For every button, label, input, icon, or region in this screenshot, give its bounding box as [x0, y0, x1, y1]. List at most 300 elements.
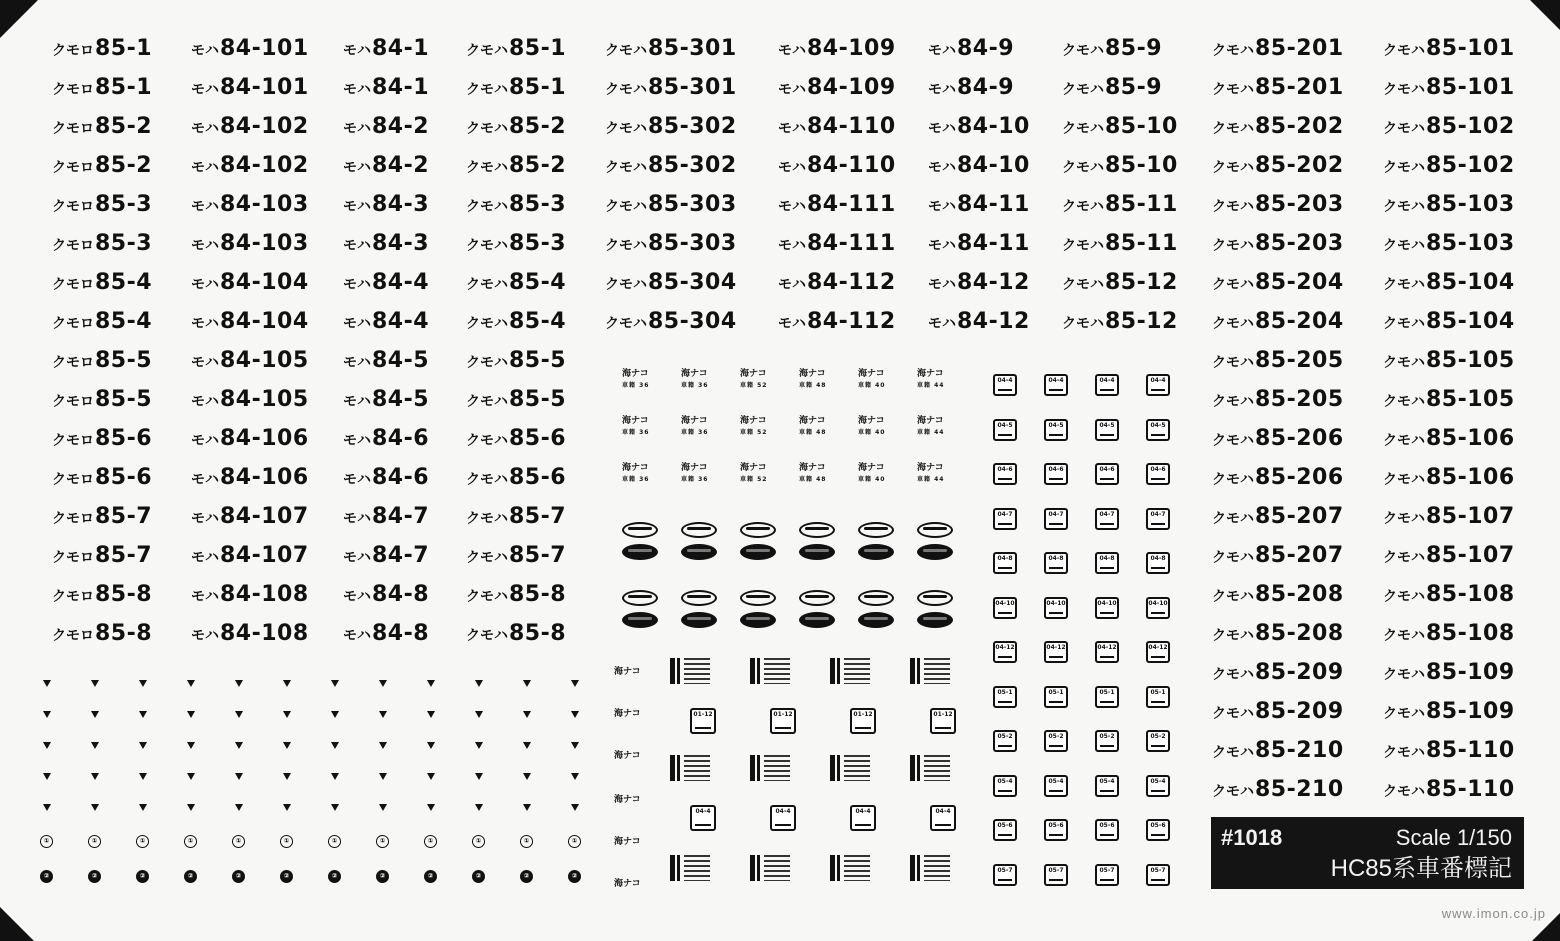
car-number-col7	[928, 233, 1030, 255]
depot-mark	[917, 417, 944, 436]
small-depot-label: 海ナコ	[614, 795, 641, 805]
car-number-value: 84-109	[807, 75, 896, 100]
car-number-col6	[778, 116, 896, 138]
car-number-value: 85-104	[1426, 309, 1515, 334]
circle-mark: ②	[280, 870, 293, 883]
depot-mark	[622, 417, 649, 436]
depot-mark	[681, 464, 708, 483]
car-number-value: 84-10	[957, 153, 1030, 178]
car-number-col6	[778, 194, 896, 216]
circle-mark: ①	[184, 835, 197, 848]
car-number-col6	[778, 311, 896, 333]
car-number-col9	[1212, 779, 1344, 801]
car-number-col2	[191, 428, 309, 450]
car-number-value: 84-7	[372, 543, 430, 568]
car-number-value: 85-8	[95, 621, 153, 646]
car-type-prefix: モハ	[191, 277, 219, 293]
car-number-col4	[466, 467, 566, 489]
car-type-prefix: モハ	[778, 238, 806, 254]
triangle-mark	[475, 742, 483, 749]
car-number-value: 85-1	[509, 36, 567, 61]
triangle-mark	[43, 773, 51, 780]
car-number-value: 84-110	[807, 153, 896, 178]
triangle-mark	[379, 711, 387, 718]
formation-plate: 04-4	[1095, 374, 1119, 396]
car-number-col2	[191, 38, 309, 60]
depot-mark	[622, 370, 649, 389]
car-number-col7	[928, 272, 1030, 294]
car-number-col10	[1383, 428, 1515, 450]
triangle-mark	[571, 711, 579, 718]
car-number-col3	[343, 467, 429, 489]
car-type-prefix: モハ	[928, 199, 956, 215]
car-number-value: 84-107	[220, 543, 309, 568]
car-number-col4	[466, 428, 566, 450]
car-type-prefix: モハ	[928, 238, 956, 254]
car-type-prefix: クモハ	[466, 472, 508, 488]
car-type-prefix: クモハ	[466, 511, 508, 527]
car-number-value: 84-11	[957, 192, 1030, 217]
car-type-prefix: モハ	[343, 238, 371, 254]
depot-mark	[740, 417, 767, 436]
car-number-col10	[1383, 77, 1515, 99]
car-number-col1	[52, 467, 152, 489]
car-number-value: 84-2	[372, 153, 430, 178]
car-number-value: 85-3	[509, 192, 567, 217]
formation-plate-large: 01-12	[690, 708, 716, 734]
car-number-col4	[466, 77, 566, 99]
car-number-col8	[1062, 311, 1178, 333]
car-number-col2	[191, 233, 309, 255]
triangle-mark	[571, 804, 579, 811]
car-number-value: 84-2	[372, 114, 430, 139]
car-number-value: 84-106	[220, 426, 309, 451]
triangle-mark	[91, 711, 99, 718]
car-number-value: 85-202	[1255, 114, 1344, 139]
formation-plate: 04-6	[993, 463, 1017, 485]
car-number-value: 85-109	[1426, 699, 1515, 724]
triangle-mark	[235, 680, 243, 687]
car-number-col3	[343, 506, 429, 528]
car-number-value: 85-106	[1426, 426, 1515, 451]
car-number-col3	[343, 272, 429, 294]
emblem-oval	[799, 612, 835, 628]
circle-mark: ②	[520, 870, 533, 883]
triangle-mark	[379, 804, 387, 811]
formation-plate: 05-7	[993, 864, 1017, 886]
car-number-value: 85-4	[95, 309, 153, 334]
car-number-col2	[191, 623, 309, 645]
car-type-prefix: モハ	[191, 316, 219, 332]
car-number-value: 85-10	[1105, 114, 1178, 139]
depot-mark-sub: 車籍 40	[858, 429, 886, 436]
car-type-prefix: モハ	[343, 511, 371, 527]
car-type-prefix: クモハ	[1212, 745, 1254, 761]
depot-mark-sub: 車籍 36	[681, 382, 709, 389]
car-number-value: 84-103	[220, 231, 309, 256]
triangle-mark	[475, 711, 483, 718]
car-number-col4	[466, 194, 566, 216]
car-number-value: 85-12	[1105, 309, 1178, 334]
triangle-mark	[523, 742, 531, 749]
triangle-mark	[139, 773, 147, 780]
car-number-value: 85-8	[95, 582, 153, 607]
car-type-prefix: モハ	[343, 121, 371, 137]
car-number-value: 85-105	[1426, 348, 1515, 373]
car-type-prefix: クモハ	[1212, 277, 1254, 293]
formation-plate-large: 04-4	[770, 805, 796, 831]
car-number-col10	[1383, 38, 1515, 60]
car-type-prefix: クモハ	[1383, 316, 1425, 332]
emblem-oval	[622, 544, 658, 560]
car-number-value: 85-104	[1426, 270, 1515, 295]
depot-mark	[681, 417, 708, 436]
formation-plate: 05-2	[993, 730, 1017, 752]
circle-mark: ①	[520, 835, 533, 848]
car-number-value: 84-109	[807, 36, 896, 61]
car-number-col4	[466, 584, 566, 606]
circle-mark: ②	[88, 870, 101, 883]
car-number-col9	[1212, 194, 1344, 216]
car-type-prefix: クモハ	[1383, 706, 1425, 722]
car-number-value: 85-5	[509, 348, 567, 373]
car-number-value: 85-207	[1255, 504, 1344, 529]
triangle-mark	[43, 742, 51, 749]
formation-plate: 05-6	[1044, 819, 1068, 841]
car-type-prefix: クモハ	[1383, 199, 1425, 215]
car-type-prefix: クモハ	[1062, 121, 1104, 137]
car-number-value: 85-108	[1426, 582, 1515, 607]
formation-plate: 04-7	[1146, 508, 1170, 530]
car-number-col9	[1212, 233, 1344, 255]
car-type-prefix: モハ	[191, 121, 219, 137]
car-type-prefix: モハ	[778, 82, 806, 98]
car-number-value: 85-202	[1255, 153, 1344, 178]
triangle-mark	[187, 804, 195, 811]
triangle-mark	[523, 804, 531, 811]
circle-mark: ②	[424, 870, 437, 883]
car-number-col1	[52, 350, 152, 372]
car-number-value: 85-11	[1105, 231, 1178, 256]
depot-mark	[622, 464, 649, 483]
emblem-oval	[681, 612, 717, 628]
car-number-col4	[466, 233, 566, 255]
car-type-prefix: クモロ	[52, 550, 94, 566]
formation-plate: 04-6	[1095, 463, 1119, 485]
car-number-col5	[605, 272, 737, 294]
emblem-oval	[622, 522, 658, 538]
car-type-prefix: クモハ	[1212, 784, 1254, 800]
car-number-value: 84-108	[220, 582, 309, 607]
triangle-mark	[43, 680, 51, 687]
car-number-value: 84-1	[372, 36, 430, 61]
car-number-value: 84-6	[372, 465, 430, 490]
car-type-prefix: モハ	[928, 160, 956, 176]
car-number-value: 85-8	[509, 582, 567, 607]
car-number-value: 84-102	[220, 153, 309, 178]
car-type-prefix: クモハ	[1212, 706, 1254, 722]
emblem-oval	[740, 590, 776, 606]
car-type-prefix: クモロ	[52, 277, 94, 293]
depot-mark-sub: 車籍 52	[740, 382, 768, 389]
car-number-col10	[1383, 623, 1515, 645]
car-number-value: 85-4	[95, 270, 153, 295]
circle-mark: ①	[232, 835, 245, 848]
circle-mark: ①	[424, 835, 437, 848]
car-number-value: 84-8	[372, 582, 430, 607]
car-number-col8	[1062, 194, 1178, 216]
depot-mark	[917, 464, 944, 483]
car-number-value: 84-112	[807, 309, 896, 334]
spec-block	[910, 755, 950, 781]
car-number-col10	[1383, 116, 1515, 138]
car-number-col9	[1212, 77, 1344, 99]
car-number-col2	[191, 77, 309, 99]
car-number-value: 85-3	[95, 231, 153, 256]
emblem-oval	[858, 544, 894, 560]
car-number-col7	[928, 155, 1030, 177]
car-number-col5	[605, 194, 737, 216]
formation-plate: 05-1	[1095, 686, 1119, 708]
circle-mark: ①	[328, 835, 341, 848]
product-code: #1018	[1221, 825, 1283, 850]
car-type-prefix: モハ	[191, 589, 219, 605]
car-number-value: 85-2	[95, 153, 153, 178]
car-type-prefix: モハ	[778, 160, 806, 176]
car-number-col2	[191, 350, 309, 372]
car-number-value: 85-101	[1426, 75, 1515, 100]
car-number-col7	[928, 194, 1030, 216]
triangle-mark	[283, 742, 291, 749]
car-type-prefix: モハ	[343, 589, 371, 605]
car-number-col2	[191, 272, 309, 294]
car-number-col6	[778, 233, 896, 255]
formation-plate: 04-10	[993, 597, 1017, 619]
car-number-col7	[928, 38, 1014, 60]
car-type-prefix: クモハ	[466, 316, 508, 332]
car-number-value: 84-6	[372, 426, 430, 451]
car-number-col1	[52, 545, 152, 567]
car-number-value: 84-12	[957, 270, 1030, 295]
triangle-mark	[475, 773, 483, 780]
depot-mark-text: 海ナコ	[740, 416, 767, 426]
scale-text: Scale 1/150	[1395, 825, 1512, 850]
car-number-col9	[1212, 272, 1344, 294]
depot-mark	[740, 464, 767, 483]
depot-mark	[681, 370, 708, 389]
formation-plate-large: 04-4	[850, 805, 876, 831]
formation-plate: 04-5	[1044, 419, 1068, 441]
car-number-col1	[52, 116, 152, 138]
car-type-prefix: クモロ	[52, 238, 94, 254]
car-type-prefix: クモロ	[52, 43, 94, 59]
depot-mark-text: 海ナコ	[799, 463, 826, 473]
car-number-col1	[52, 584, 152, 606]
triangle-mark	[331, 680, 339, 687]
formation-plate: 04-6	[1146, 463, 1170, 485]
formation-plate: 04-7	[993, 508, 1017, 530]
car-type-prefix: クモロ	[52, 394, 94, 410]
car-type-prefix: クモハ	[1383, 433, 1425, 449]
car-number-col8	[1062, 77, 1162, 99]
car-number-col10	[1383, 467, 1515, 489]
car-number-value: 85-303	[648, 231, 737, 256]
car-number-value: 85-203	[1255, 192, 1344, 217]
car-number-col10	[1383, 740, 1515, 762]
car-type-prefix: クモハ	[466, 43, 508, 59]
car-type-prefix: モハ	[778, 43, 806, 59]
car-number-col1	[52, 194, 152, 216]
car-number-value: 85-4	[509, 309, 567, 334]
car-number-col6	[778, 155, 896, 177]
depot-mark-sub: 車籍 36	[681, 429, 709, 436]
car-type-prefix: クモハ	[1212, 43, 1254, 59]
car-number-col1	[52, 428, 152, 450]
formation-plate: 05-4	[993, 775, 1017, 797]
car-number-value: 85-105	[1426, 387, 1515, 412]
emblem-oval	[740, 522, 776, 538]
car-type-prefix: クモハ	[1212, 160, 1254, 176]
car-number-col3	[343, 38, 429, 60]
formation-plate-large: 01-12	[850, 708, 876, 734]
car-number-value: 85-304	[648, 270, 737, 295]
car-number-col4	[466, 311, 566, 333]
car-type-prefix: クモハ	[1383, 550, 1425, 566]
depot-mark	[917, 370, 944, 389]
car-type-prefix: モハ	[191, 472, 219, 488]
car-type-prefix: クモロ	[52, 199, 94, 215]
car-number-value: 85-205	[1255, 387, 1344, 412]
formation-plate: 04-10	[1095, 597, 1119, 619]
formation-plate: 04-7	[1044, 508, 1068, 530]
car-number-col8	[1062, 38, 1162, 60]
car-number-col9	[1212, 350, 1344, 372]
triangle-mark	[331, 742, 339, 749]
car-number-value: 85-9	[1105, 75, 1163, 100]
car-number-col9	[1212, 545, 1344, 567]
circle-mark: ①	[88, 835, 101, 848]
car-number-value: 85-304	[648, 309, 737, 334]
formation-plate: 05-2	[1044, 730, 1068, 752]
product-title: HC85系車番標記	[1330, 855, 1512, 882]
circle-mark: ①	[376, 835, 389, 848]
depot-mark-sub: 車籍 44	[917, 382, 945, 389]
circle-mark: ①	[280, 835, 293, 848]
depot-mark-sub: 車籍 52	[740, 476, 768, 483]
car-type-prefix: モハ	[191, 355, 219, 371]
emblem-oval	[622, 590, 658, 606]
car-number-col4	[466, 350, 566, 372]
car-number-value: 84-102	[220, 114, 309, 139]
car-type-prefix: クモハ	[605, 316, 647, 332]
car-number-col2	[191, 506, 309, 528]
car-type-prefix: クモハ	[605, 82, 647, 98]
spec-block	[750, 755, 790, 781]
triangle-mark	[571, 742, 579, 749]
formation-plate: 05-7	[1146, 864, 1170, 886]
car-number-value: 85-207	[1255, 543, 1344, 568]
car-type-prefix: クモハ	[466, 160, 508, 176]
triangle-mark	[187, 711, 195, 718]
car-number-value: 85-102	[1426, 153, 1515, 178]
car-number-value: 84-10	[957, 114, 1030, 139]
formation-plate: 04-5	[993, 419, 1017, 441]
triangle-mark	[379, 680, 387, 687]
emblem-oval	[917, 522, 953, 538]
triangle-mark	[523, 680, 531, 687]
car-number-value: 85-302	[648, 114, 737, 139]
formation-plate: 05-1	[993, 686, 1017, 708]
emblem-oval	[858, 590, 894, 606]
car-type-prefix: クモハ	[1383, 511, 1425, 527]
car-number-col7	[928, 77, 1014, 99]
formation-plate: 05-2	[1095, 730, 1119, 752]
car-number-value: 85-12	[1105, 270, 1178, 295]
circle-mark: ②	[40, 870, 53, 883]
car-number-col3	[343, 545, 429, 567]
car-number-value: 84-1	[372, 75, 430, 100]
depot-mark-sub: 車籍 36	[622, 476, 650, 483]
car-number-value: 85-103	[1426, 231, 1515, 256]
formation-plate: 05-6	[1146, 819, 1170, 841]
car-number-col2	[191, 584, 309, 606]
triangle-mark	[187, 742, 195, 749]
car-number-value: 85-206	[1255, 465, 1344, 490]
car-number-value: 85-209	[1255, 699, 1344, 724]
car-type-prefix: モハ	[343, 394, 371, 410]
depot-mark-sub: 車籍 44	[917, 429, 945, 436]
formation-plate: 04-10	[1146, 597, 1170, 619]
car-type-prefix: クモハ	[1212, 355, 1254, 371]
car-type-prefix: モハ	[778, 121, 806, 137]
triangle-mark	[427, 711, 435, 718]
car-number-col10	[1383, 233, 1515, 255]
spec-block	[830, 755, 870, 781]
car-type-prefix: クモハ	[1383, 277, 1425, 293]
car-type-prefix: モハ	[343, 628, 371, 644]
car-type-prefix: クモハ	[1062, 238, 1104, 254]
car-number-value: 85-5	[95, 387, 153, 412]
car-number-value: 84-103	[220, 192, 309, 217]
triangle-mark	[475, 680, 483, 687]
depot-mark-text: 海ナコ	[858, 463, 885, 473]
car-number-col2	[191, 155, 309, 177]
car-type-prefix: クモハ	[1212, 511, 1254, 527]
car-number-value: 85-210	[1255, 738, 1344, 763]
emblem-oval	[799, 522, 835, 538]
car-number-value: 84-112	[807, 270, 896, 295]
car-number-value: 84-111	[807, 192, 896, 217]
car-number-value: 85-201	[1255, 75, 1344, 100]
depot-mark	[858, 417, 885, 436]
car-number-col3	[343, 389, 429, 411]
car-number-col8	[1062, 155, 1178, 177]
car-type-prefix: クモロ	[52, 589, 94, 605]
emblem-oval	[681, 590, 717, 606]
car-type-prefix: モハ	[343, 316, 371, 332]
car-number-value: 85-7	[509, 504, 567, 529]
car-number-col1	[52, 272, 152, 294]
car-number-col1	[52, 506, 152, 528]
depot-mark-text: 海ナコ	[681, 463, 708, 473]
car-type-prefix: クモハ	[1062, 316, 1104, 332]
formation-plate-large: 01-12	[770, 708, 796, 734]
depot-mark-text: 海ナコ	[917, 463, 944, 473]
car-type-prefix: クモハ	[1062, 43, 1104, 59]
car-number-value: 84-111	[807, 231, 896, 256]
triangle-mark	[427, 742, 435, 749]
car-number-value: 84-105	[220, 348, 309, 373]
